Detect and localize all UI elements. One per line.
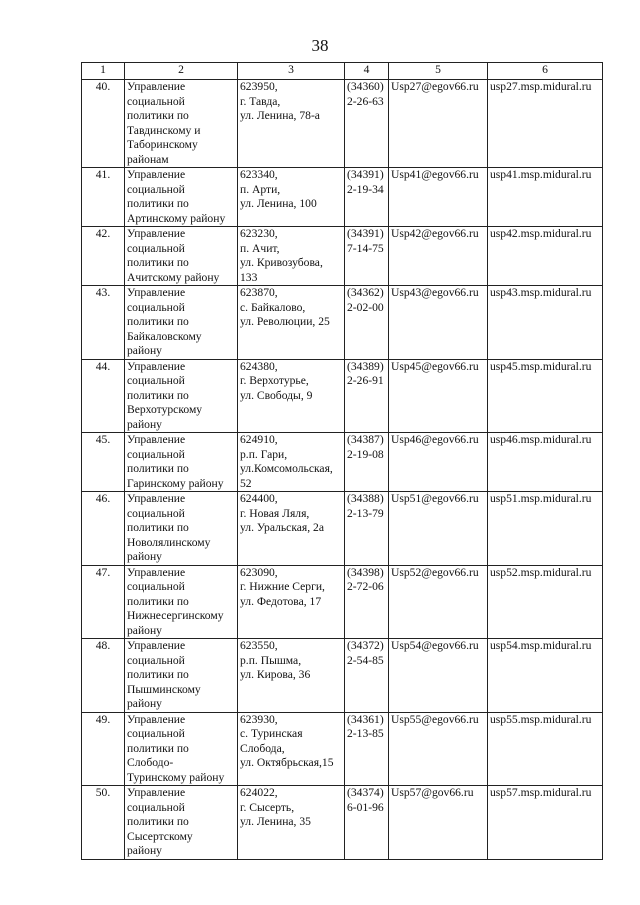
office-website: usp27.msp.midural.ru — [488, 80, 603, 168]
office-phone: (34389) 2-26-91 — [345, 359, 389, 433]
row-number: 48. — [82, 639, 125, 713]
office-name: Управление социальной политики по Тавдинскому и Таборинскому районам — [125, 80, 238, 168]
column-header-4: 4 — [345, 63, 389, 80]
office-email: Usp54@egov66.ru — [389, 639, 488, 713]
office-phone: (34387) 2-19-08 — [345, 433, 389, 492]
office-email: Usp41@egov66.ru — [389, 168, 488, 227]
column-header-5: 5 — [389, 63, 488, 80]
page-number: 38 — [311, 36, 329, 55]
office-email: Usp27@egov66.ru — [389, 80, 488, 168]
office-address: 623230, п. Ачит, ул. Кривозубова, 133 — [238, 227, 345, 286]
office-name: Управление социальной политики по Пышминскому району — [125, 639, 238, 713]
column-header-6: 6 — [488, 63, 603, 80]
office-name: Управление социальной политики по Слободо- Туринскому району — [125, 712, 238, 786]
office-email: Usp43@egov66.ru — [389, 286, 488, 360]
office-email: Usp52@egov66.ru — [389, 565, 488, 639]
office-phone: (34398) 2-72-06 — [345, 565, 389, 639]
table-row — [82, 168, 603, 227]
office-website: usp43.msp.midural.ru — [488, 286, 603, 360]
office-phone: (34360) 2-26-63 — [345, 80, 389, 168]
office-address: 624400, г. Новая Ляля, ул. Уральская, 2а — [238, 492, 345, 566]
table-row — [82, 639, 603, 713]
office-name: Управление социальной политики по Сысертскому району — [125, 786, 238, 860]
offices-table — [81, 62, 603, 860]
column-header-2: 2 — [125, 63, 238, 80]
table-row — [82, 712, 603, 786]
office-website: usp42.msp.midural.ru — [488, 227, 603, 286]
column-header-3: 3 — [238, 63, 345, 80]
office-address: 624022, г. Сысерть, ул. Ленина, 35 — [238, 786, 345, 860]
office-name: Управление социальной политики по Верхотурскому району — [125, 359, 238, 433]
office-website: usp54.msp.midural.ru — [488, 639, 603, 713]
office-address: 624380, г. Верхотурье, ул. Свободы, 9 — [238, 359, 345, 433]
office-website: usp55.msp.midural.ru — [488, 712, 603, 786]
table-row — [82, 227, 603, 286]
row-number: 46. — [82, 492, 125, 566]
office-email: Usp42@egov66.ru — [389, 227, 488, 286]
office-name: Управление социальной политики по Ачитскому району — [125, 227, 238, 286]
row-number: 40. — [82, 80, 125, 168]
row-number: 43. — [82, 286, 125, 360]
row-number: 49. — [82, 712, 125, 786]
row-number: 42. — [82, 227, 125, 286]
row-number: 50. — [82, 786, 125, 860]
office-address: 623340, п. Арти, ул. Ленина, 100 — [238, 168, 345, 227]
office-address: 623930, с. Туринская Слобода, ул. Октябрьская,15 — [238, 712, 345, 786]
office-name: Управление социальной политики по Новолялинскому району — [125, 492, 238, 566]
table-row — [82, 492, 603, 566]
office-phone: (34388) 2-13-79 — [345, 492, 389, 566]
office-phone: (34391) 2-19-34 — [345, 168, 389, 227]
office-name: Управление социальной политики по Артинскому району — [125, 168, 238, 227]
row-number: 44. — [82, 359, 125, 433]
office-name: Управление социальной политики по Нижнесергинскому району — [125, 565, 238, 639]
office-website: usp57.msp.midural.ru — [488, 786, 603, 860]
office-website: usp46.msp.midural.ru — [488, 433, 603, 492]
row-number: 45. — [82, 433, 125, 492]
office-website: usp45.msp.midural.ru — [488, 359, 603, 433]
office-website: usp41.msp.midural.ru — [488, 168, 603, 227]
row-number: 47. — [82, 565, 125, 639]
office-email: Usp45@egov66.ru — [389, 359, 488, 433]
office-address: 623090, г. Нижние Серги, ул. Федотова, 17 — [238, 565, 345, 639]
office-address: 623950, г. Тавда, ул. Ленина, 78-а — [238, 80, 345, 168]
table-row — [82, 565, 603, 639]
office-email: Usp55@egov66.ru — [389, 712, 488, 786]
header-row — [82, 63, 603, 80]
office-name: Управление социальной политики по Гаринскому району — [125, 433, 238, 492]
office-email: Usp46@egov66.ru — [389, 433, 488, 492]
table-row — [82, 433, 603, 492]
table-row — [82, 359, 603, 433]
office-name: Управление социальной политики по Байкаловскому району — [125, 286, 238, 360]
office-phone: (34361) 2-13-85 — [345, 712, 389, 786]
office-phone: (34374) 6-01-96 — [345, 786, 389, 860]
office-website: usp51.msp.midural.ru — [488, 492, 603, 566]
table-body — [82, 80, 603, 860]
office-phone: (34362) 2-02-00 — [345, 286, 389, 360]
office-email: Usp51@egov66.ru — [389, 492, 488, 566]
office-address: 623870, с. Байкалово, ул. Революции, 25 — [238, 286, 345, 360]
office-website: usp52.msp.midural.ru — [488, 565, 603, 639]
table-row — [82, 80, 603, 168]
office-address: 623550, р.п. Пышма, ул. Кирова, 36 — [238, 639, 345, 713]
table-row — [82, 786, 603, 860]
row-number: 41. — [82, 168, 125, 227]
office-phone: (34372) 2-54-85 — [345, 639, 389, 713]
table-row — [82, 286, 603, 360]
office-email: Usp57@gov66.ru — [389, 786, 488, 860]
table-header — [82, 63, 603, 80]
office-phone: (34391) 7-14-75 — [345, 227, 389, 286]
office-address: 624910, р.п. Гари, ул.Комсомольская, 52 — [238, 433, 345, 492]
column-header-1: 1 — [82, 63, 125, 80]
